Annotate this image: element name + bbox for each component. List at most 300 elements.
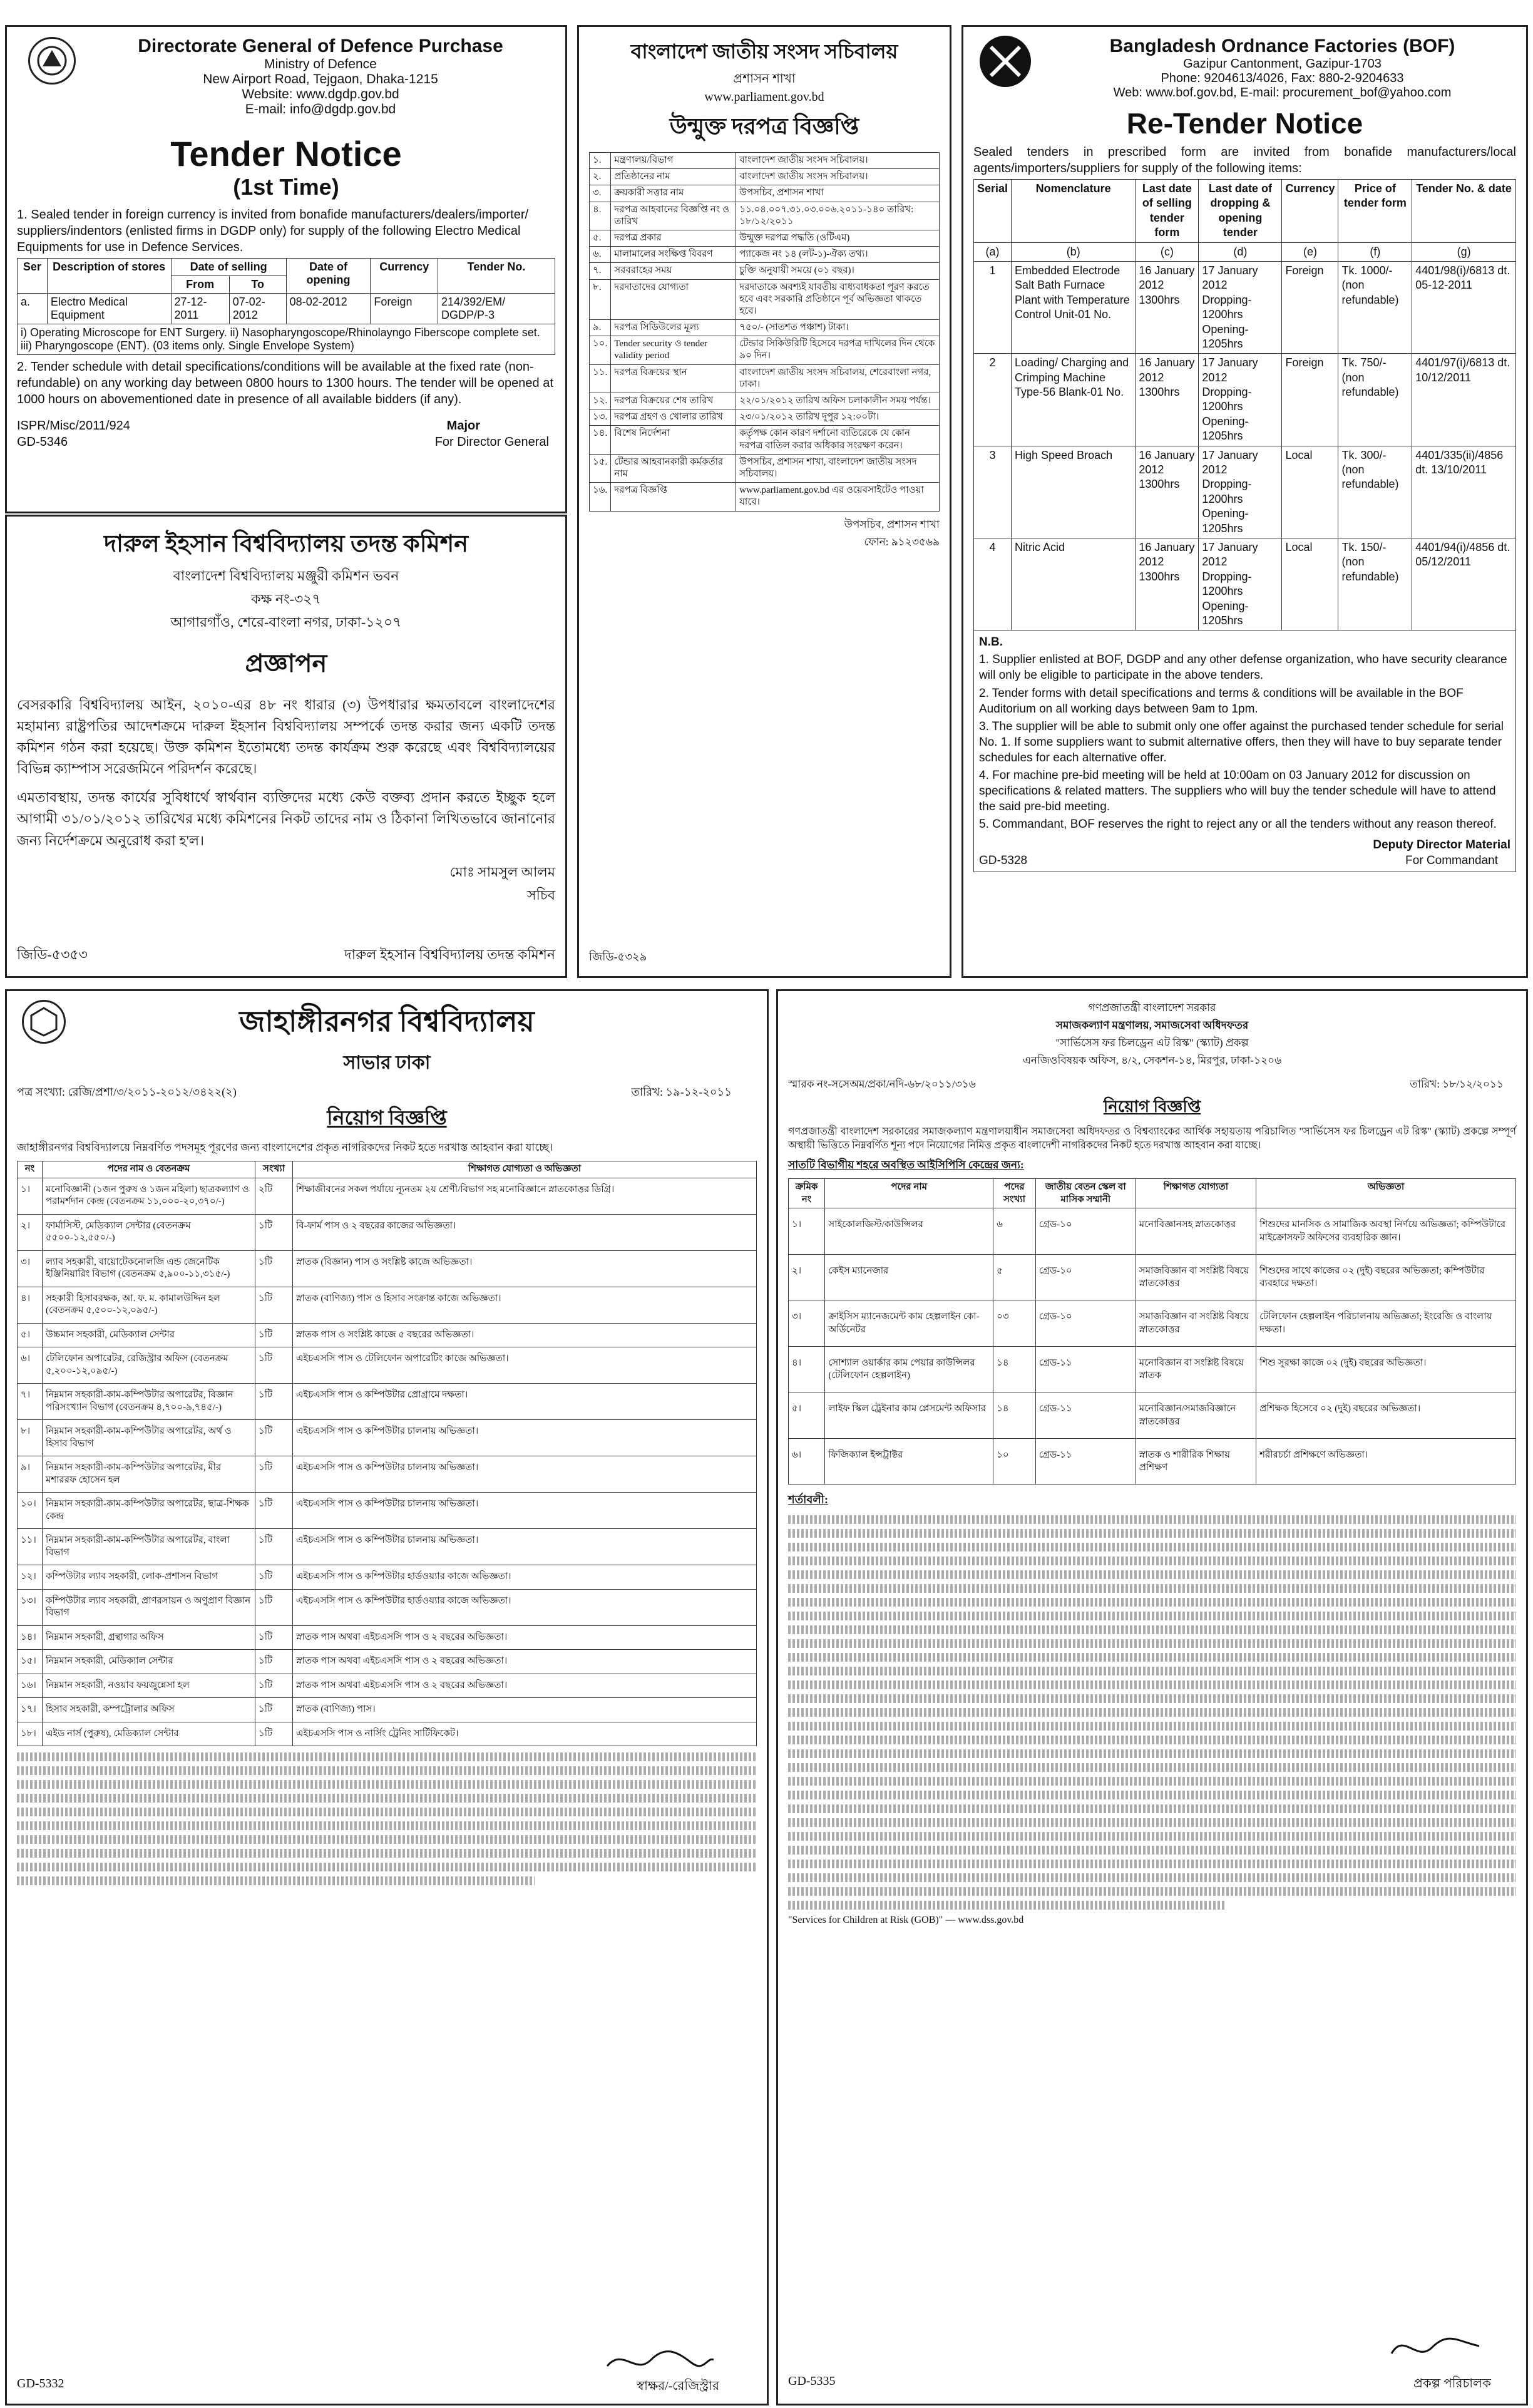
cell: দরদাতাদের যোগ্যতা bbox=[611, 279, 736, 320]
cell: শিশুদের সাথে কাজের ০২ (দুই) বছরের অভিজ্ঞতা; কম্পিউটার ব্যবহারে দক্ষতা। bbox=[1256, 1254, 1516, 1300]
cell: 17 January 2012 Dropping-1200hrs Opening-1205hrs bbox=[1199, 538, 1282, 630]
dgdp-intro: 1. Sealed tender in foreign currency is invited from bonafide manufacturers/dealers/importer/ suppliers/indentors (enlisted firms in DGDP only) for supply of the following Electro Medical Equipments for use in Defence Services. bbox=[17, 208, 529, 254]
dss-ministry: সমাজকল্যাণ মন্ত্রণালয়, সমাজসেবা অধিদফতর bbox=[1055, 1019, 1249, 1031]
table-row bbox=[590, 230, 940, 246]
cell: ১৭। bbox=[18, 1698, 43, 1722]
bof-sign2: For Commandant bbox=[1405, 854, 1498, 868]
ju-sign: স্বাক্ষর/-রেজিস্ট্রার bbox=[636, 2379, 719, 2393]
cell: 3 bbox=[974, 446, 1012, 538]
cell: ৫। bbox=[18, 1323, 43, 1347]
table-row bbox=[18, 1650, 757, 1674]
cell: ৮. bbox=[590, 279, 611, 320]
diu-addr1: বাংলাদেশ বিশ্ববিদ্যালয় মঞ্জুরী কমিশন ভবন bbox=[173, 568, 399, 584]
bof-col-letter: (b) bbox=[1012, 242, 1136, 261]
cell: ১টি bbox=[255, 1529, 293, 1565]
cell: দরপত্র প্রকার bbox=[611, 230, 736, 246]
ju-sub: সাভার ঢাকা bbox=[343, 1052, 431, 1073]
cell: নিম্নমান সহকারী, গ্রন্থাগার অফিস bbox=[43, 1625, 255, 1650]
cell: ১টি bbox=[255, 1698, 293, 1722]
bof-note: 3. The supplier will be able to submit only one offer against the purchased tender schedule for serial No. 1. If some suppliers want to submit alternative offers, then they will have to buy separate tender schedules for each alternative offer. bbox=[979, 719, 1504, 764]
dgdp-rank: Major bbox=[446, 419, 480, 433]
cell: টেলিফোন হেল্পলাইন পরিচালনায় অভিজ্ঞতা; ইংরেজি ও বাংলায় দক্ষতা। bbox=[1256, 1300, 1516, 1347]
cell: ৮। bbox=[18, 1420, 43, 1456]
diu-para1: বেসরকারি বিশ্ববিদ্যালয় আইন, ২০১০-এর ৪৮ নং ধারার (৩) উপধারার ক্ষমতাবলে বাংলাদেশের মহামান্য রাষ্ট্রপতির আদেশক্রমে দারুল ইহসান বিশ্ববিদ্যালয় সম্পর্কে তদন্ত করার জন্য একটি তদন্ত কমিশন গঠন করা হয়েছে। উক্ত কমিশন ইতোমধ্যে তদন্ত কার্যক্রম শুরু করেছে এবং বিশ্ববিদ্যালয়ের বিভিন্ন ক্যাম্পাস সরেজমিনে পরিদর্শন করেছে। bbox=[17, 697, 555, 777]
cell: ১৪. bbox=[590, 426, 611, 454]
cell: নিম্নমান সহকারী-কাম-কম্পিউটার অপারেটর, ছাত্র-শিক্ষক কেন্দ্র bbox=[43, 1493, 255, 1529]
dss-project: "সার্ভিসেস ফর চিলড্রেন এট রিস্ক" (স্ক্যাট) প্রকল্প bbox=[1055, 1037, 1249, 1049]
cell: ফার্মাসিস্ট, মেডিক্যাল সেন্টার (বেতনক্রম ৫৫০০-১২,৫৫০/-) bbox=[43, 1214, 255, 1250]
table-row bbox=[590, 426, 940, 454]
cell: কর্তৃপক্ষ কোন কারণ দর্শানো ব্যতিরেকে যে কোন দরপত্র বাতিল করার অধিকার সংরক্ষণ করেন। bbox=[736, 426, 940, 454]
cell: 16 January 2012 1300hrs bbox=[1136, 538, 1199, 630]
cell: বাংলাদেশ জাতীয় সংসদ সচিবালয়। bbox=[736, 169, 940, 185]
cell: দরদাতাকে অবশ্যই যাবতীয় বাধ্যবাধকতা পূরণ করতে হবে এবং সরকারি প্রতিষ্ঠানে পূর্ব অভিজ্ঞতা থাকতে হবে। bbox=[736, 279, 940, 320]
bof-phone: Phone: 9204613/4026, Fax: 880-2-9204633 bbox=[1161, 71, 1404, 85]
cell: এইচএসসি পাস ও কম্পিউটার চালনায় অভিজ্ঞতা। bbox=[293, 1493, 757, 1529]
cell: ১২। bbox=[18, 1565, 43, 1590]
cell: ১১. bbox=[590, 364, 611, 393]
cell: উন্মুক্ত দরপত্র পদ্ধতি (ওটিএম) bbox=[736, 230, 940, 246]
cell: 4401/335(ii)/4856 dt. 13/10/2011 bbox=[1412, 446, 1516, 538]
cell: এইচএসসি পাস ও কম্পিউটার হার্ডওয়্যার কাজে অভিজ্ঞতা। bbox=[293, 1589, 757, 1625]
cell: 16 January 2012 1300hrs bbox=[1136, 446, 1199, 538]
ju-gd: GD-5332 bbox=[17, 2377, 64, 2390]
dgdp-subtitle: (1st Time) bbox=[233, 174, 339, 200]
table-row bbox=[18, 1384, 757, 1420]
ju-logo bbox=[22, 1000, 66, 1044]
table-row bbox=[590, 185, 940, 202]
cell: ৫। bbox=[789, 1392, 825, 1439]
cell: ৩। bbox=[18, 1250, 43, 1287]
table-row bbox=[974, 538, 1516, 630]
table-row bbox=[789, 1208, 1516, 1255]
bof-gd: GD-5328 bbox=[979, 854, 1028, 868]
table-row bbox=[18, 1420, 757, 1456]
cell: ১০. bbox=[590, 336, 611, 364]
cell: ৭. bbox=[590, 263, 611, 279]
dgdp-ispr: ISPR/Misc/2011/924 bbox=[17, 419, 130, 433]
bof-col-letter: (c) bbox=[1136, 242, 1199, 261]
cell: ৯. bbox=[590, 320, 611, 336]
cell: এইচএসসি পাস ও কম্পিউটার চালনায় অভিজ্ঞতা। bbox=[293, 1420, 757, 1456]
cell: টেন্ডার সিকিউরিটি হিসেবে দরপত্র দাখিলের দিন থেকে ৯০ দিন। bbox=[736, 336, 940, 364]
cell: ২. bbox=[590, 169, 611, 185]
cell: ১৫. bbox=[590, 454, 611, 482]
table-row bbox=[18, 1625, 757, 1650]
table-row bbox=[590, 320, 940, 336]
cell: মনোবিজ্ঞান/সমাজবিজ্ঞানে স্নাতকোত্তর bbox=[1136, 1392, 1256, 1439]
cell: ৪। bbox=[789, 1346, 825, 1392]
cell: মনোবিজ্ঞানসহ স্নাতকোত্তর bbox=[1136, 1208, 1256, 1255]
ju-col-header: সংখ্যা bbox=[255, 1161, 293, 1178]
cell: ১৩। bbox=[18, 1589, 43, 1625]
cell: ২। bbox=[789, 1254, 825, 1300]
cell: 27-12-2011 bbox=[171, 294, 229, 324]
cell: এইচএসসি পাস ও কম্পিউটার প্রোগ্রামে দক্ষতা। bbox=[293, 1384, 757, 1420]
cell: ১টি bbox=[255, 1565, 293, 1590]
cell: ১৬। bbox=[18, 1674, 43, 1698]
cell: ১৫। bbox=[18, 1650, 43, 1674]
cell: গ্রেড-১১ bbox=[1035, 1438, 1136, 1484]
cell: বাংলাদেশ জাতীয় সংসদ সচিবালয়, শেরেবাংলা নগর, ঢাকা। bbox=[736, 364, 940, 393]
cell: হিসাব সহকারী, কম্পট্রোলার অফিস bbox=[43, 1698, 255, 1722]
ju-date: তারিখ: ১৯-১২-২০১১ bbox=[631, 1086, 732, 1098]
cell: ১. bbox=[590, 153, 611, 169]
cell: উপসচিব, প্রশাসন শাখা, বাংলাদেশ জাতীয় সংসদ সচিবালয়। bbox=[736, 454, 940, 482]
cell: ১টি bbox=[255, 1347, 293, 1384]
cell: 16 January 2012 1300hrs bbox=[1136, 261, 1199, 353]
cell: ১৮। bbox=[18, 1722, 43, 1746]
diu-post: সচিব bbox=[527, 887, 555, 903]
bof-col-letter: (a) bbox=[974, 242, 1012, 261]
bof-note: 1. Supplier enlisted at BOF, DGDP and any other defense organization, who have security clearance will only be eligible to participate in the above tenders. bbox=[979, 653, 1507, 682]
dss-sign: প্রকল্প পরিচালক bbox=[1413, 2377, 1491, 2390]
cell: a. bbox=[18, 294, 48, 324]
cell: এইচএসসি পাস ও টেলিফোন অপারেটিং কাজে অভিজ্ঞতা। bbox=[293, 1347, 757, 1384]
cell: Tender security ও tender validity period bbox=[611, 336, 736, 364]
table-row bbox=[974, 354, 1516, 446]
cell: ৬। bbox=[789, 1438, 825, 1484]
bof-note: 2. Tender forms with detail specifications and terms & conditions will be available in the BOF Auditorium on all working days between 9am to 1pm. bbox=[979, 686, 1464, 716]
cell: নিম্নমান সহকারী-কাম-কম্পিউটার অপারেটর, বাংলা বিভাগ bbox=[43, 1529, 255, 1565]
cell: এইড নার্স (পুরুষ), মেডিক্যাল সেন্টার bbox=[43, 1722, 255, 1746]
cell: ৯। bbox=[18, 1456, 43, 1493]
cell: চুক্তি অনুযায়ী সময়ে (০১ বছর)। bbox=[736, 263, 940, 279]
bof-table bbox=[973, 179, 1516, 630]
parl-sign: উপসচিব, প্রশাসন শাখা bbox=[844, 518, 940, 530]
dss-table bbox=[788, 1178, 1516, 1485]
dss-recruitment-ad: গণপ্রজাতন্ত্রী বাংলাদেশ সরকার সমাজকল্যাণ মন্ত্রণালয়, সমাজসেবা অধিদফতর "সার্ভিসেস ফর চিলড্রেন এট রিস্ক" (স্ক্যাট) প্রকল্প এনজিওবিষয়ক অফিস, ৪/২, সেকশন-১৪, মিরপুর, ঢাকা-১২০৬ স্মারক নং-সসেঅম/প্রকা/নদি-৬৮/২০১১/৩১৬ তারিখ: ১৮/১২/২০১১ নিয়োগ বিজ্ঞপ্তি গণপ্রজাতন্ত্রী বাংলাদেশ সরকারের সমাজকল্যাণ মন্ত্রণালয়াধীন সমাজসেবা অধিদফতর ও বিশ্বব্যাংকের আর্থিক সহায়তায় পরিচালিত "সার্ভিসেস ফর চিলড্রেন এট রিস্ক" (স্ক্যাট) প্রকল্পে সম্পূর্ণ অস্থায়ী ভিত্তিতে নিম্নবর্ণিত শূন্য পদে নিয়োগের নিমিত্ত প্রকৃত বাংলাদেশী নাগরিকদের নিকট হতে দরখাস্ত আহবান করা যাচ্ছে। সাতটি বিভাগীয় শহরে অবস্থিত আইসিপিসি কেন্দ্রের জন্য: ক্রমিক নং পদের নাম পদের সংখ্যা জাতীয় বেতন স্কেল বা মাসিক সম্মানী শিক্ষাগত যোগ্যতা অভিজ্ঞতা ১। সাইকোলজিস্ট/কাউন্সিলর ৬ গ্রেড-১০ মনোবিজ্ঞানসহ স্নাতকোত্তর শিশুদের মানসিক ও সামাজিক অবস্থা নির্ণয়ে অভিজ্ঞতা; কম্পিউটারে মাইক্রোসফট অফিসের ব্যবহারিক জ্ঞান। ২। কেইস ম্যানেজার ৫ গ্রেড-১০ সমাজবিজ্ঞান বা সংশ্লিষ্ট বিষয়ে স্নাতকোত্তর শিশুদের সাথে কাজের ০২ (দুই) বছরের অভিজ্ঞতা; কম্পিউটার ব্যবহারে দক্ষতা। ৩। ক্রাইসিস ম্যানেজমেন্ট কাম হেল্পলাইন কো-অর্ডিনেটর ০৩ গ্রেড-১০ সমাজবিজ্ঞান বা সংশ্লিষ্ট বিষয়ে স্নাতকোত্তর টেলিফোন হেল্পলাইন পরিচালনায় অভিজ্ঞতা; ইংরেজি ও বাংলায় দক্ষতা। ৪। সোশ্যাল ওয়ার্কার কাম পেয়ার কাউন্সিলর (টেলিফোন হেল্পলাইন) ১৪ গ্রেড-১১ মনোবিজ্ঞান বা সংশ্লিষ্ট বিষয়ে স্নাতক শিশু সুরক্ষা কাজে ০২ (দুই) বছরের অভিজ্ঞতা। ৫। লাইফ স্কিল ট্রেইনার কাম প্লেসমেন্ট অফিসার ১৪ গ্রেড-১১ মনোবিজ্ঞান/সমাজবিজ্ঞানে স্নাতকোত্তর প্রশিক্ষক হিসেবে ০২ (দুই) বছরের অভিজ্ঞতা। ৬। ফিজিক্যাল ইন্সট্রাক্টর ১০ গ্রেড-১১ স্নাতক ও শারীরিক শিক্ষায় প্রশিক্ষণ শরীরচর্চা প্রশিক্ষণে অভিজ্ঞতা। শর্তাবলী: "Services for Children at Risk (GOB)" — www.dss.gov.bd GD-5335 প্রকল্প পরিচালক bbox=[776, 989, 1528, 2405]
table-row bbox=[18, 1323, 757, 1347]
table-row bbox=[789, 1438, 1516, 1484]
bof-sign1: Deputy Director Material bbox=[1373, 838, 1510, 852]
cell: সাইকোলজিস্ট/কাউন্সিলর bbox=[825, 1208, 993, 1255]
bof-col-header: Tender No. & date bbox=[1412, 180, 1516, 243]
cell: গ্রেড-১০ bbox=[1035, 1254, 1136, 1300]
cell: Foreign bbox=[1282, 354, 1338, 446]
parl-gd: জিডি-৫৩২৯ bbox=[589, 950, 647, 963]
cell: মনোবিজ্ঞানী (১জন পুরুষ ও ১জন মহিলা) ছাত্রকল্যাণ ও পরামর্শদান কেন্দ্র (বেতনক্রম ১১,০০০-২০,৩৭০/-) bbox=[43, 1178, 255, 1214]
cell: www.parliament.gov.bd এর ওয়েবসাইটেও পাওয়া যাবে। bbox=[736, 483, 940, 511]
dgdp-for: For Director General bbox=[434, 435, 549, 449]
ju-heading: নিয়োগ বিজ্ঞপ্তি bbox=[327, 1106, 447, 1129]
dss-terms-text bbox=[788, 1515, 1516, 1910]
cell: ১টি bbox=[255, 1214, 293, 1250]
cell: প্রতিষ্ঠানের নাম bbox=[611, 169, 736, 185]
bof-title: Re-Tender Notice bbox=[1126, 107, 1363, 140]
dss-heading: নিয়োগ বিজ্ঞপ্তি bbox=[1103, 1098, 1201, 1116]
cell: 17 January 2012 Dropping-1200hrs Opening-1205hrs bbox=[1199, 446, 1282, 538]
col-currency: Currency bbox=[371, 259, 438, 294]
cell: ৫. bbox=[590, 230, 611, 246]
cell: স্নাতক ও শারীরিক শিক্ষায় প্রশিক্ষণ bbox=[1136, 1438, 1256, 1484]
cell: উচ্চমান সহকারী, মেডিক্যাল সেন্টার bbox=[43, 1323, 255, 1347]
cell: স্নাতক পাস অথবা এইচএসসি পাস ও ২ বছরের অভিজ্ঞতা। bbox=[293, 1650, 757, 1674]
cell: দরপত্র বিক্রয়ের শেষ তারিখ bbox=[611, 393, 736, 409]
cell: বি-ফার্ম পাস ও ২ বছরের কাজের অভিজ্ঞতা। bbox=[293, 1214, 757, 1250]
cell: শিক্ষাজীবনের সকল পর্যায়ে ন্যূনতম ২য় শ্রেণী/বিভাগ সহ মনোবিজ্ঞানে স্নাতকোত্তর ডিগ্রি। bbox=[293, 1178, 757, 1214]
table-row bbox=[974, 261, 1516, 353]
table-row bbox=[590, 409, 940, 426]
cell: ৩। bbox=[789, 1300, 825, 1347]
cell: নিম্নমান সহকারী-কাম-কম্পিউটার অপারেটর, মীর মশাররফ হোসেন হল bbox=[43, 1456, 255, 1493]
cell: ১টি bbox=[255, 1493, 293, 1529]
table-row bbox=[590, 153, 940, 169]
cell: গ্রেড-১০ bbox=[1035, 1208, 1136, 1255]
parl-web: www.parliament.gov.bd bbox=[704, 90, 824, 104]
cell: 1 bbox=[974, 261, 1012, 353]
cell: ১৪। bbox=[18, 1625, 43, 1650]
parliament-tender-ad bbox=[577, 25, 951, 978]
cell: ফিজিক্যাল ইন্সট্রাক্টর bbox=[825, 1438, 993, 1484]
table-row bbox=[974, 446, 1516, 538]
cell: বিশেষ নির্দেশনা bbox=[611, 426, 736, 454]
dgdp-emblem bbox=[28, 37, 76, 85]
cell: সমাজবিজ্ঞান বা সংশ্লিষ্ট বিষয়ে স্নাতকোত্তর bbox=[1136, 1300, 1256, 1347]
bof-org: Bangladesh Ordnance Factories (BOF) bbox=[1109, 36, 1455, 56]
cell: এইচএসসি পাস ও কম্পিউটার চালনায় অভিজ্ঞতা। bbox=[293, 1456, 757, 1493]
cell: Tk. 750/- (non refundable) bbox=[1338, 354, 1412, 446]
diu-post2: দারুল ইহসান বিশ্ববিদ্যালয় তদন্ত কমিশন bbox=[344, 947, 555, 962]
dss-services: "Services for Children at Risk (GOB)" bbox=[788, 1915, 943, 1926]
table-row bbox=[18, 294, 555, 324]
dgdp-email: E-mail: info@dgdp.gov.bd bbox=[245, 102, 396, 116]
table-row bbox=[590, 279, 940, 320]
bof-col-letter: (e) bbox=[1282, 242, 1338, 261]
cell: গ্রেড-১০ bbox=[1035, 1300, 1136, 1347]
cell: Tk. 300/- (non refundable) bbox=[1338, 446, 1412, 538]
cell: ১টি bbox=[255, 1722, 293, 1746]
dss-col-header: পদের সংখ্যা bbox=[993, 1178, 1036, 1208]
dss-addr: এনজিওবিষয়ক অফিস, ৪/২, সেকশন-১৪, মিরপুর, ঢাকা-১২০৬ bbox=[1022, 1054, 1282, 1066]
diu-addr2: কক্ষ নং-৩২৭ bbox=[251, 591, 321, 607]
bof-note: 4. For machine pre-bid meeting will be held at 10:00am on 03 January 2012 for discussion on specifications & related matters. The suppliers who will buy the tender schedule will have to attend the said pre-bid meeting. bbox=[979, 768, 1496, 814]
dgdp-website: Website: www.dgdp.gov.bd bbox=[242, 87, 399, 101]
cell: শরীরচর্চা প্রশিক্ষণে অভিজ্ঞতা। bbox=[1256, 1438, 1516, 1484]
dgdp-org: Directorate General of Defence Purchase bbox=[138, 36, 503, 56]
cell: ১টি bbox=[255, 1420, 293, 1456]
cell: Local bbox=[1282, 446, 1338, 538]
table-row bbox=[18, 1493, 757, 1529]
cell: স্নাতক (বিজ্ঞান) পাস ও সংশ্লিষ্ট কাজে অভিজ্ঞতা। bbox=[293, 1250, 757, 1287]
cell: 4401/94(i)/4856 dt. 05/12/2011 bbox=[1412, 538, 1516, 630]
bof-col-letter: (g) bbox=[1412, 242, 1516, 261]
cell: Nitric Acid bbox=[1012, 538, 1136, 630]
dgdp-ministry: Ministry of Defence bbox=[264, 57, 377, 71]
cell: নিম্নমান সহকারী, মেডিক্যাল সেন্টার bbox=[43, 1650, 255, 1674]
parl-heading: উন্মুক্ত দরপত্র বিজ্ঞপ্তি bbox=[669, 114, 859, 139]
cell: বাংলাদেশ জাতীয় সংসদ সচিবালয়। bbox=[736, 153, 940, 169]
cell: দরপত্র আহবানের বিজ্ঞপ্তি নং ও তারিখ bbox=[611, 202, 736, 230]
cell: ক্রাইসিস ম্যানেজমেন্ট কাম হেল্পলাইন কো-অর্ডিনেটর bbox=[825, 1300, 993, 1347]
parl-sub: প্রশাসন শাখা bbox=[733, 72, 796, 86]
cell: ৪. bbox=[590, 202, 611, 230]
cell: এইচএসসি পাস ও নার্সিং ট্রেনিং সার্টিফিকেট। bbox=[293, 1722, 757, 1746]
cell: 16 January 2012 1300hrs bbox=[1136, 354, 1199, 446]
cell: ১টি bbox=[255, 1287, 293, 1323]
cell: ০৩ bbox=[993, 1300, 1036, 1347]
dgdp-items: i) Operating Microscope for ENT Surgery. ii) Nasopharyngoscope/Rhinolayngo Fiberscope complete set. iii) Pharyngoscope (ENT). (03 items only. Single Envelope System) bbox=[18, 324, 555, 355]
table-row bbox=[18, 1178, 757, 1214]
table-row bbox=[590, 247, 940, 263]
cell: ল্যাব সহকারী, বায়োটেকনোলজি এন্ড জেনেটিক ইঞ্জিনিয়ারিং বিভাগ (বেতনক্রম ৫,৯০০-১১,৩১৫/-) bbox=[43, 1250, 255, 1287]
dgdp-address: New Airport Road, Tejgaon, Dhaka-1215 bbox=[203, 72, 438, 86]
dss-date: তারিখ: ১৮/১২/২০১১ bbox=[1410, 1078, 1504, 1090]
bof-col-header: Serial bbox=[974, 180, 1012, 243]
bof-addr: Gazipur Cantonment, Gazipur-1703 bbox=[1183, 57, 1382, 71]
cell: ১টি bbox=[255, 1250, 293, 1287]
cell: ৩. bbox=[590, 185, 611, 202]
cell: 4401/97(i)/6813 dt. 10/12/2011 bbox=[1412, 354, 1516, 446]
table-row bbox=[590, 364, 940, 393]
col-from: From bbox=[171, 276, 229, 294]
cell: 07-02-2012 bbox=[229, 294, 286, 324]
cell: High Speed Broach bbox=[1012, 446, 1136, 538]
ju-title: জাহাঙ্গীরনগর বিশ্ববিদ্যালয় bbox=[239, 1006, 535, 1037]
table-row bbox=[18, 1287, 757, 1323]
col-desc: Description of stores bbox=[47, 259, 171, 294]
table-row bbox=[590, 169, 940, 185]
cell: স্নাতক (বাণিজ্য) পাস ও হিসাব সংক্রান্ত কাজে অভিজ্ঞতা। bbox=[293, 1287, 757, 1323]
dss-gd: GD-5335 bbox=[788, 2374, 836, 2388]
table-row bbox=[18, 1722, 757, 1746]
cell: ১টি bbox=[255, 1589, 293, 1625]
cell: প্যাকেজ নং ১৪ (লট-১)-ঐক্য তথ্য। bbox=[736, 247, 940, 263]
cell: দরপত্র সিডিউলের মূল্য bbox=[611, 320, 736, 336]
cell: 08-02-2012 bbox=[286, 294, 371, 324]
cell: গ্রেড-১১ bbox=[1035, 1392, 1136, 1439]
cell: 17 January 2012 Dropping-1200hrs Opening-1205hrs bbox=[1199, 354, 1282, 446]
table-row bbox=[590, 202, 940, 230]
cell: 2 bbox=[974, 354, 1012, 446]
cell: সহকারী হিসাবরক্ষক, আ. ফ. ম. কামালউদ্দিন হল (বেতনক্রম ৫,৫০০-১২,০৯৫/-) bbox=[43, 1287, 255, 1323]
jahangirnagar-ad bbox=[5, 989, 769, 2405]
cell: কম্পিউটার ল্যাব সহকারী, লোক-প্রশাসন বিভাগ bbox=[43, 1565, 255, 1590]
cell: কম্পিউটার ল্যাব সহকারী, প্রাণরসায়ন ও অণুপ্রাণ বিজ্ঞান বিভাগ bbox=[43, 1589, 255, 1625]
defence-emblem-icon bbox=[30, 39, 74, 83]
cell: ৬। bbox=[18, 1347, 43, 1384]
cell: টেলিফোন অপারেটর, রেজিস্ট্রার অফিস (বেতনক্রম ৫,২০০-১২,০৯৫/-) bbox=[43, 1347, 255, 1384]
cell: ১টি bbox=[255, 1384, 293, 1420]
ju-ref: পত্র সংখ্যা: রেজি/প্রশা/৩/২০১১-২০১২/৩৪২২(২) bbox=[17, 1086, 237, 1098]
bof-retender-ad bbox=[961, 25, 1528, 978]
dss-col-header: জাতীয় বেতন স্কেল বা মাসিক সম্মানী bbox=[1035, 1178, 1136, 1208]
table-row bbox=[18, 1250, 757, 1287]
diu-heading: প্রজ্ঞাপন bbox=[245, 649, 327, 677]
cell: উপসচিব, প্রশাসন শাখা bbox=[736, 185, 940, 202]
cell: ১১। bbox=[18, 1529, 43, 1565]
table-row bbox=[789, 1254, 1516, 1300]
table-row bbox=[590, 483, 940, 511]
dgdp-tender-ad bbox=[5, 25, 567, 513]
crossed-swords-icon bbox=[980, 36, 1031, 87]
dss-col-header: ক্রমিক নং bbox=[789, 1178, 825, 1208]
cell: 17 January 2012 Dropping-1200hrs Opening-1205hrs bbox=[1199, 261, 1282, 353]
bof-nb: N.B. bbox=[979, 635, 1003, 649]
cell: গ্রেড-১১ bbox=[1035, 1346, 1136, 1392]
cell: নিম্নমান সহকারী-কাম-কম্পিউটার অপারেটর, বিজ্ঞান পরিসংখ্যান বিভাগ (বেতনক্রম ৪,৭০০-৯,৭৪৫/-) bbox=[43, 1384, 255, 1420]
cell: ১০। bbox=[18, 1493, 43, 1529]
cell: ৭। bbox=[18, 1384, 43, 1420]
table-row bbox=[18, 1529, 757, 1565]
bof-col-header: Currency bbox=[1282, 180, 1338, 243]
cell: Foreign bbox=[1282, 261, 1338, 353]
table-row bbox=[18, 1698, 757, 1722]
table-row bbox=[18, 1347, 757, 1384]
dss-col-header: অভিজ্ঞতা bbox=[1256, 1178, 1516, 1208]
cell: স্নাতক (বাণিজ্য) পাস। bbox=[293, 1698, 757, 1722]
cell: ১টি bbox=[255, 1323, 293, 1347]
table-row bbox=[18, 1214, 757, 1250]
bof-web: Web: www.bof.gov.bd, E-mail: procurement_bof@yahoo.com bbox=[1113, 86, 1452, 100]
parl-title: বাংলাদেশ জাতীয় সংসদ সচিবালয় bbox=[630, 40, 898, 63]
dss-intro: গণপ্রজাতন্ত্রী বাংলাদেশ সরকারের সমাজকল্যাণ মন্ত্রণালয়াধীন সমাজসেবা অধিদফতর ও বিশ্বব্যাংকের আর্থিক সহায়তায় পরিচালিত "সার্ভিসেস ফর চিলড্রেন এট রিস্ক" (স্ক্যাট) প্রকল্পে সম্পূর্ণ অস্থায়ী ভিত্তিতে নিম্নবর্ণিত শূন্য পদে নিয়োগের নিমিত্ত প্রকৃত বাংলাদেশী নাগরিকদের নিকট হতে দরখাস্ত আহবান করা যাচ্ছে। bbox=[788, 1126, 1516, 1151]
cell: টেন্ডার আহবানকারী কর্মকর্তার নাম bbox=[611, 454, 736, 482]
cell: ১৩. bbox=[590, 409, 611, 426]
diu-para2: এমতাবস্থায়, তদন্ত কার্যের সুবিধার্থে স্বার্থবান ব্যক্তিদের মধ্যে কেউ বক্তব্য প্রদান করতে ইচ্ছুক হলে আগামী ৩১/০১/২০১২ তারিখের মধ্যে কমিশনের নিকট তাদের নাম ও ঠিকানা লিখিতভাবে জানানোর জন্য নির্দেশক্রমে অনুরোধ করা হ'ল। bbox=[17, 790, 555, 848]
cell: Loading/ Charging and Crimping Machine Type-56 Blank-01 No. bbox=[1012, 354, 1136, 446]
cell: ২২/০১/২০১২ তারিখ অফিস চলাকালীন সময় পর্যন্ত। bbox=[736, 393, 940, 409]
cell: 214/392/EM/ DGDP/P-3 bbox=[438, 294, 555, 324]
dgdp-gd: GD-5346 bbox=[17, 435, 68, 449]
cell: প্রশিক্ষক হিসেবে ০২ (দুই) বছরের অভিজ্ঞতা। bbox=[1256, 1392, 1516, 1439]
diu-gd: জিডি-৫৩৫৩ bbox=[17, 947, 88, 962]
cell: দরপত্র গ্রহণ ও খোলার তারিখ bbox=[611, 409, 736, 426]
cell: নিম্নমান সহকারী, নওয়াব ফয়জুন্নেসা হল bbox=[43, 1674, 255, 1698]
table-row bbox=[789, 1392, 1516, 1439]
cell: এইচএসসি পাস ও কম্পিউটার চালনায় অভিজ্ঞতা। bbox=[293, 1529, 757, 1565]
cell: ৭৫০/- (সাতশত পঞ্চাশ) টাকা। bbox=[736, 320, 940, 336]
dgdp-table bbox=[17, 258, 555, 355]
cell: ১২. bbox=[590, 393, 611, 409]
diu-addr3: আগারগাঁও, শেরে-বাংলা নগর, ঢাকা-১২০৭ bbox=[170, 614, 402, 630]
dss-ref: স্মারক নং-সসেঅম/প্রকা/নদি-৬৮/২০১১/৩১৬ bbox=[788, 1078, 976, 1090]
cell: ৬ bbox=[993, 1208, 1036, 1255]
cell: এইচএসসি পাস ও কম্পিউটার হার্ডওয়্যার কাজে অভিজ্ঞতা। bbox=[293, 1565, 757, 1590]
bof-col-header: Last date of selling tender form bbox=[1136, 180, 1199, 243]
cell: দরপত্র বিক্রয়ের স্থান bbox=[611, 364, 736, 393]
cell: শিশুদের মানসিক ও সামাজিক অবস্থা নির্ণয়ে অভিজ্ঞতা; কম্পিউটারে মাইক্রোসফট অফিসের ব্যবহারিক জ্ঞান। bbox=[1256, 1208, 1516, 1255]
cell: Local bbox=[1282, 538, 1338, 630]
cell: ক্রয়কারী সত্তার নাম bbox=[611, 185, 736, 202]
dss-signature-icon bbox=[1388, 2328, 1482, 2366]
table-row bbox=[18, 1456, 757, 1493]
cell: শিশু সুরক্ষা কাজে ০২ (দুই) বছরের অভিজ্ঞতা। bbox=[1256, 1346, 1516, 1392]
ju-terms-text bbox=[17, 1752, 757, 1885]
cell: Embedded Electrode Salt Bath Furnace Plant with Temperature Control Unit-01 No. bbox=[1012, 261, 1136, 353]
cell: Tk. 1000/- (non refundable) bbox=[1338, 261, 1412, 353]
dss-web: www.dss.gov.bd bbox=[958, 1915, 1024, 1926]
bof-col-letter: (f) bbox=[1338, 242, 1412, 261]
cell: সরবরাহের সময় bbox=[611, 263, 736, 279]
cell: স্নাতক পাস অথবা এইচএসসি পাস ও ২ বছরের অভিজ্ঞতা। bbox=[293, 1674, 757, 1698]
dss-terms-title: শর্তাবলী: bbox=[788, 1493, 828, 1506]
bof-intro: Sealed tenders in prescribed form are invited from bonafide manufacturers/local agents/importers/suppliers for supply of the following items: bbox=[973, 145, 1516, 175]
bof-col-header: Nomenclature bbox=[1012, 180, 1136, 243]
cell: ১৪ bbox=[993, 1346, 1036, 1392]
diu-sign: মোঃ সামসুল আলম bbox=[449, 863, 555, 880]
darul-ihsan-ad bbox=[5, 515, 567, 978]
parl-phone: ফোন: ৯১২৩৫৬৯ bbox=[864, 535, 940, 548]
cell: সমাজবিজ্ঞান বা সংশ্লিষ্ট বিষয়ে স্নাতকোত্তর bbox=[1136, 1254, 1256, 1300]
dgdp-title: Tender Notice bbox=[170, 134, 402, 173]
ju-col-header: পদের নাম ও বেতনক্রম bbox=[43, 1161, 255, 1178]
table-row bbox=[18, 1589, 757, 1625]
col-ser: Ser bbox=[18, 259, 48, 294]
cell: ৪। bbox=[18, 1287, 43, 1323]
bof-col-letter: (d) bbox=[1199, 242, 1282, 261]
table-row bbox=[18, 1674, 757, 1698]
